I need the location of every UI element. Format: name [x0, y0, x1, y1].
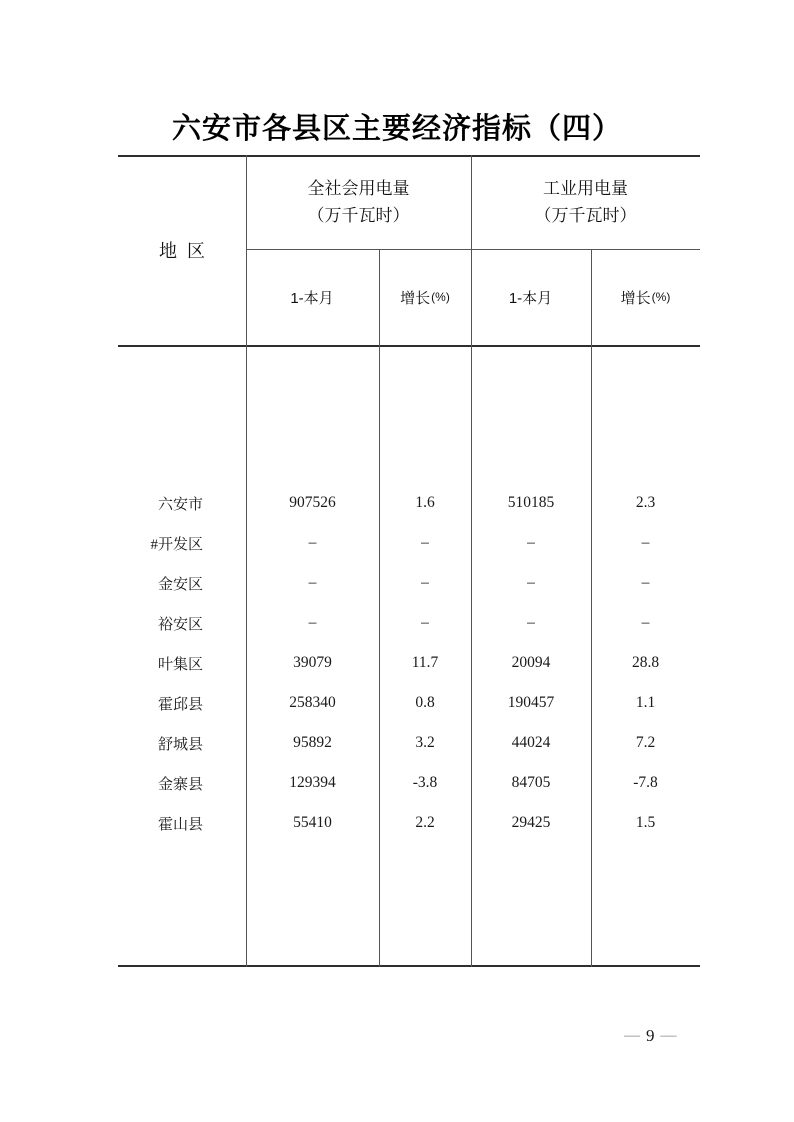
- table-row: [118, 643, 700, 683]
- table-row: [118, 563, 700, 603]
- region-cell: 霍山县: [157, 816, 203, 833]
- table-row: [118, 683, 700, 723]
- value-cell: -7.8: [633, 774, 658, 791]
- region-cell: #开发区: [150, 536, 203, 553]
- page-number: [618, 1026, 683, 1046]
- region-cell: 裕安区: [157, 616, 203, 633]
- value-cell: 1.6: [415, 494, 435, 511]
- header-sub-month-1: [246, 249, 379, 345]
- value-cell: 258340: [289, 694, 336, 711]
- table-row: [118, 523, 700, 563]
- table-row: [118, 483, 700, 523]
- value-cell: –: [527, 574, 535, 591]
- region-cell: 六安市: [157, 496, 203, 513]
- table-row: [118, 603, 700, 643]
- sub-header-label: 增长: [620, 289, 651, 307]
- value-cell: –: [421, 534, 429, 551]
- header-region: 地 区: [158, 241, 205, 261]
- value-cell: 55410: [293, 814, 332, 831]
- value-cell: 3.2: [415, 734, 435, 751]
- value-cell: 39079: [293, 654, 332, 671]
- value-cell: 190457: [507, 694, 555, 711]
- header-group-industrial-electricity: [471, 155, 700, 249]
- sub-header-label: 1-本月: [508, 289, 553, 307]
- value-cell: 129394: [289, 774, 336, 791]
- value-cell: –: [308, 534, 317, 551]
- region-cell: 舒城县: [157, 736, 203, 753]
- value-cell: 95892: [293, 734, 332, 751]
- region-cell: 金安区: [157, 576, 203, 593]
- group-title: 工业用电量: [543, 179, 628, 198]
- value-cell: –: [527, 614, 535, 631]
- value-cell: –: [308, 614, 317, 631]
- value-cell: –: [421, 614, 429, 631]
- group-title: 全社会用电量: [307, 179, 410, 198]
- value-cell: 2.3: [635, 494, 656, 511]
- value-cell: -3.8: [412, 774, 438, 791]
- sub-header-label: 增长: [400, 289, 431, 307]
- value-cell: –: [641, 614, 650, 631]
- page-title: 六安市各县区主要经济指标（四）: [171, 113, 622, 145]
- table-row: [118, 763, 700, 803]
- header-group-total-electricity: [246, 155, 471, 249]
- value-cell: –: [421, 574, 429, 591]
- value-cell: 11.7: [411, 654, 439, 671]
- value-cell: 907526: [289, 494, 336, 511]
- header-sub-growth-2: [591, 249, 700, 345]
- value-cell: 7.2: [635, 734, 656, 751]
- header-sub-growth-1: [379, 249, 471, 345]
- value-cell: 44024: [511, 734, 551, 751]
- region-cell: 霍邱县: [157, 696, 203, 713]
- value-cell: –: [527, 534, 535, 551]
- value-cell: 0.8: [415, 694, 435, 711]
- page-number-left-dash: —: [624, 1027, 640, 1044]
- value-cell: 1.1: [635, 694, 656, 711]
- region-cell: 叶集区: [157, 656, 203, 673]
- group-unit: （万千瓦时）: [307, 206, 410, 225]
- sub-header-suffix: (%): [651, 290, 671, 304]
- value-cell: 510185: [507, 494, 555, 511]
- value-cell: 29425: [511, 814, 551, 831]
- table-row: [118, 723, 700, 763]
- sub-header-label: 1-本月: [290, 289, 334, 307]
- value-cell: –: [641, 534, 650, 551]
- table-row: [118, 803, 700, 843]
- value-cell: –: [308, 574, 317, 591]
- page-number-value: 9: [646, 1026, 655, 1045]
- header-sub-month-2: [471, 249, 591, 345]
- value-cell: –: [641, 574, 650, 591]
- sub-header-suffix: (%): [431, 290, 450, 304]
- region-cell: 金寨县: [157, 776, 203, 793]
- page-number-right-dash: —: [660, 1027, 677, 1044]
- economic-indicators-table: [118, 155, 700, 967]
- value-cell: 28.8: [631, 654, 660, 671]
- value-cell: 1.5: [635, 814, 656, 831]
- value-cell: 84705: [511, 774, 551, 791]
- table-body: [118, 345, 700, 967]
- value-cell: 2.2: [415, 814, 435, 831]
- value-cell: 20094: [511, 654, 551, 671]
- group-unit: （万千瓦时）: [534, 206, 637, 225]
